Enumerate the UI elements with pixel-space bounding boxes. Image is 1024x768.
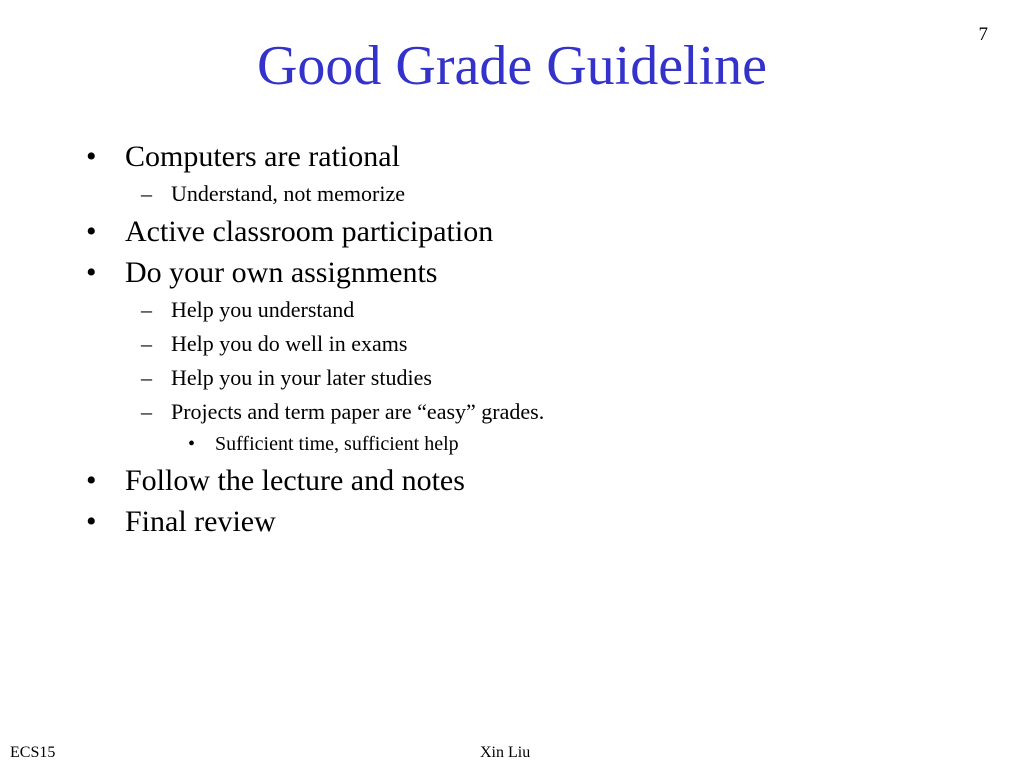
footer-course: ECS15	[10, 744, 56, 761]
dash-marker: –	[141, 297, 152, 322]
bullet-marker: •	[86, 256, 97, 289]
sub-bullet-item	[82, 177, 962, 211]
sub-bullet-text: Help you in your later studies	[171, 365, 432, 390]
dash-marker: –	[141, 365, 152, 390]
dash-marker: –	[141, 181, 152, 206]
bullet-marker: •	[188, 433, 196, 455]
bullet-marker: •	[86, 215, 97, 248]
sub-bullet-item	[82, 361, 962, 395]
slide-title: Good Grade Guideline	[256, 35, 768, 97]
bullet-marker: •	[86, 505, 97, 538]
bullet-marker: •	[86, 464, 97, 497]
sub-bullet-item	[82, 293, 962, 327]
bullet-item	[82, 136, 962, 177]
sub-bullet-text: Help you do well in exams	[171, 331, 408, 356]
bullet-item	[82, 252, 962, 293]
sub-bullet-text: Understand, not memorize	[171, 181, 405, 206]
bullet-text: Final review	[125, 505, 276, 538]
sub-sub-bullet-text: Sufficient time, sufficient help	[215, 433, 459, 455]
bullet-item	[82, 211, 962, 252]
bullet-text: Do your own assignments	[125, 256, 438, 289]
dash-marker: –	[141, 331, 152, 356]
bullet-item	[82, 501, 962, 542]
sub-bullet-item	[82, 395, 962, 429]
dash-marker: –	[141, 399, 152, 424]
page-number: 7	[978, 24, 988, 45]
bullet-list	[82, 136, 962, 542]
sub-bullet-text: Projects and term paper are “easy” grades.	[171, 399, 545, 424]
bullet-text: Follow the lecture and notes	[125, 464, 465, 497]
sub-sub-bullet-item	[82, 429, 962, 460]
bullet-text: Computers are rational	[125, 140, 400, 173]
bullet-item	[82, 460, 962, 501]
bullet-marker: •	[86, 140, 97, 173]
bullet-text: Active classroom participation	[125, 215, 494, 248]
sub-bullet-item	[82, 327, 962, 361]
sub-bullet-text: Help you understand	[171, 297, 355, 322]
footer-author: Xin Liu	[480, 744, 531, 761]
